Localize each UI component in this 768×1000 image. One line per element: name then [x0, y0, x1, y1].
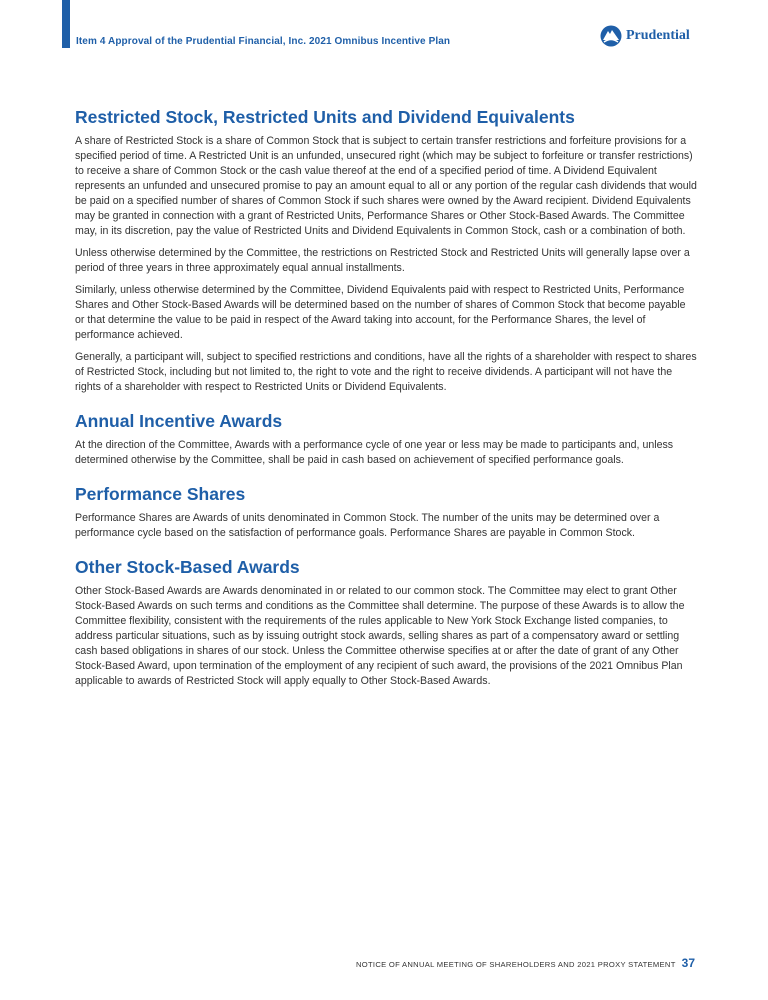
- section-heading: Restricted Stock, Restricted Units and Dividend Equivalents: [75, 107, 575, 127]
- paragraph: Other Stock-Based Awards are Awards denominated in or related to our common stock. The Committee may elect to grant Other Stock-Based Awards on such terms and conditions as the Committee shall determine. The purpose of these Awards is to allow the Committee flexibility, consistent with the requirements of the rules applicable to New York Stock Exchange listed companies, to address particular situations, such as by issuing outright stock awards, selling shares as part of a compensatory award or settling cash based obligations in shares of our stock. Unless the Committee otherwise specifies at or after the date of grant of any Other Stock-Based Award, upon termination of the employment of any recipient of such award, the provisions of the 2021 Omnibus Plan applicable to awards of Restricted Stock will apply equally to Other Stock-Based Awards.: [75, 585, 685, 687]
- page-number: 37: [681, 956, 695, 970]
- footer-text: NOTICE OF ANNUAL MEETING OF SHAREHOLDERS AND 2021 PROXY STATEMENT: [355, 960, 676, 969]
- paragraph: Generally, a participant will, subject to specified restrictions and conditions, have all the rights of a shareholder with respect to shares of Restricted Stock, including but not limited to, the right to vote and the right to receive dividends. A participant will not have the rights of a shareholder with respect to Restricted Units or Dividend Equivalents.: [75, 351, 697, 393]
- section-performance-shares: [75, 483, 697, 541]
- prudential-logo: [600, 25, 690, 47]
- logo-wordmark: Prudential: [626, 28, 690, 43]
- rock-logo-icon: [600, 25, 622, 47]
- paragraph: Similarly, unless otherwise determined by the Committee, Dividend Equivalents paid with respect to Restricted Units, Performance Shares and Other Stock-Based Awards will be determined based on the number of shares of Common Stock that become payable or that determine the value to be paid in respect of the Award taking into account, for the Performance Shares, the level of performance achieved.: [75, 284, 686, 341]
- section-other-stock-based-awards: [75, 556, 697, 689]
- paragraph: At the direction of the Committee, Awards with a performance cycle of one year or less may be made to participants and, unless determined otherwise by the Committee, shall be paid in cash based on achievement of specified performance goals.: [75, 439, 674, 466]
- section-restricted-stock: [75, 106, 697, 395]
- paragraph: Performance Shares are Awards of units denominated in Common Stock. The number of the units may be determined over a performance cycle based on the satisfaction of performance goals. Performance Shares are payable in Common Stock.: [75, 512, 660, 539]
- header-accent-bar: [62, 0, 70, 48]
- section-heading: Annual Incentive Awards: [75, 411, 283, 431]
- section-annual-incentive-awards: [75, 410, 697, 468]
- running-header-title: Item 4 Approval of the Prudential Financial, Inc. 2021 Omnibus Incentive Plan: [76, 36, 451, 47]
- main-content: [75, 106, 697, 696]
- page-footer: [356, 956, 695, 970]
- section-heading: Other Stock-Based Awards: [75, 557, 300, 577]
- paragraph: A share of Restricted Stock is a share of Common Stock that is subject to certain transfer restrictions and forfeiture provisions for a specified period of time. A Restricted Unit is an unfunded, unsecured right (which may be subject to forfeiture or transfer restrictions) to receive a share of Common Stock or the cash value thereof at the end of a specified period of time. A Dividend Equivalent represents an unfunded and unsecured promise to pay an amount equal to all or any portion of the regular cash dividends that would be paid on a specified number of shares of Common Stock if such shares were owned by the Award recipient. Dividend Equivalents may be granted in connection with a grant of Restricted Units, Performance Shares or Other Stock-Based Awards. The Committee may, in its discretion, pay the value of Restricted Units and Dividend Equivalents in Common Stock, cash or a combination of both.: [75, 135, 697, 237]
- paragraph: Unless otherwise determined by the Committee, the restrictions on Restricted Stock and Restricted Units will generally lapse over a period of three years in three approximately equal annual installments.: [75, 247, 690, 274]
- section-heading: Performance Shares: [75, 484, 246, 504]
